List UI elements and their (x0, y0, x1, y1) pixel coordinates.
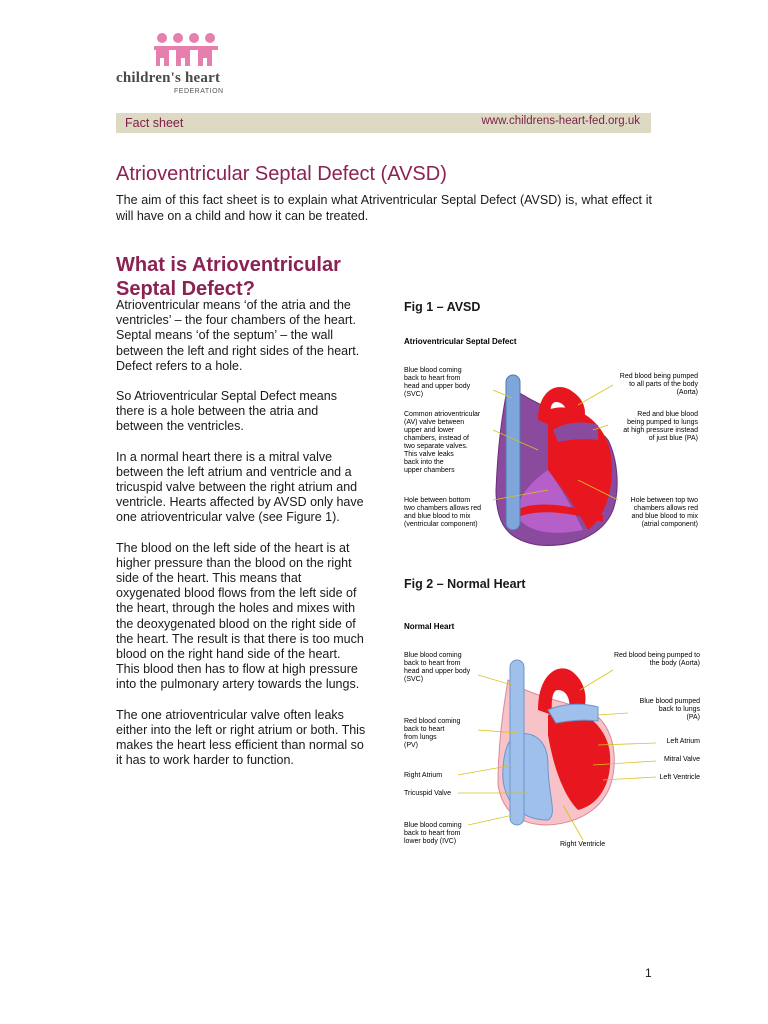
svg-text:Left Atrium: Left Atrium (666, 738, 700, 745)
svg-text:Blue blood pumpedback to lungs: Blue blood pumped back to lungs (PA) (639, 698, 700, 721)
svg-text:Left Ventricle: Left Ventricle (659, 774, 700, 781)
normal-right-labels (614, 652, 701, 781)
logo-subtitle: FEDERATION (174, 88, 224, 95)
svg-text:Blue blood comingback to heart: Blue blood coming back to heart from head and upper body (SVC) (404, 367, 471, 398)
svg-text:Right Atrium: Right Atrium (404, 772, 443, 779)
fact-sheet-label: Fact sheet (125, 116, 184, 130)
svg-text:Blue blood comingback to heart: Blue blood coming back to heart from lower body (IVC) (404, 822, 462, 845)
page-title: Atrioventricular Septal Defect (AVSD) (116, 163, 447, 185)
page-number: 1 (645, 966, 652, 980)
paragraph: The blood on the left side of the heart is at higher pressure than the blood on the right side of the heart. This means that oxygenated blood flows from the left side of the heart, through the holes and mixes with the deoxygenated blood on the right side of the heart. The result is that there is too much blood on the right hand side of the heart. This blood then has to flow at high pressure into the pulmonary artery towards the lungs. (116, 540, 364, 692)
fig1-caption: Fig 1 – AVSD (404, 300, 481, 314)
logo-wordmark: children's heart (116, 70, 221, 86)
paragraph: So Atrioventricular Septal Defect means there is a hole between the atria and between the ventricles. (116, 389, 337, 434)
svg-text:Tricuspid Valve: Tricuspid Valve (404, 790, 452, 797)
svg-text:Red blood being pumped tothe b: Red blood being pumped to the body (Aorta) (613, 652, 700, 667)
svg-text:Red and blue bloodbeing pumped: Red and blue blood being pumped to lungs at high pressure instead of just blue (PA) (623, 411, 698, 442)
paragraph: The one atrioventricular valve often leaks either into the left or right atrium or both. This makes the heart less efficient than normal so it has to work harder to function. (116, 707, 366, 768)
fig2-caption: Fig 2 – Normal Heart (404, 577, 526, 591)
normal-heart-diagram (398, 615, 708, 855)
website-link[interactable]: www.childrens-heart-fed.org.uk (481, 115, 640, 127)
right-ventricle-label: Right Ventricle (560, 841, 606, 848)
normal-left-labels (404, 652, 471, 845)
section-heading: What is Atrioventricular Septal Defect? (116, 254, 341, 300)
svg-text:Red blood comingback to heartf: Red blood coming back to heart from lungs (PV) (404, 718, 461, 749)
paragraph: In a normal heart there is a mitral valve between the left atrium and ventricle and a tricuspid valve between the right atrium and ventricle. Hearts affected by AVSD only have one atrioventricular valve (see Figure 1). (116, 449, 364, 525)
intro-paragraph: The aim of this fact sheet is to explain what Atriventricular Septal Defect (AVSD) is, what effect it will have on a child and how it can be treated. (116, 193, 652, 223)
svg-text:Hole between top twochambers a: Hole between top two chambers allows red and blue blood to mix (atrial component) (630, 497, 698, 528)
svg-text:Common atrioventricular(AV) va: Common atrioventricular (AV) valve between upper and lower chambers, instead of two separate valves. This valve leaks back into the upper chambers (404, 411, 481, 474)
avsd-left-labels (404, 367, 481, 528)
logo-figures-icon (152, 32, 224, 68)
avsd-diagram-title: Atrioventricular Septal Defect (404, 337, 517, 346)
svg-text:Mitral Valve: Mitral Valve (663, 756, 700, 763)
avsd-right-labels (620, 373, 699, 528)
paragraph: Septal means ‘of the septum’ – the wall between the left and right sides of the heart. (116, 328, 360, 358)
avsd-diagram (398, 330, 708, 560)
svg-text:Hole between bottomtwo chamber: Hole between bottom two chambers allows red and blue blood to mix (ventricular component) (404, 497, 482, 528)
svg-text:Red blood being pumpedto all p: Red blood being pumped to all parts of the body (Aorta) (619, 373, 698, 396)
body-text (116, 298, 366, 783)
paragraph: Defect refers to a hole. (116, 358, 243, 373)
normal-heart-diagram-title: Normal Heart (404, 622, 455, 631)
paragraph: Atrioventricular means ‘of the atria and the ventricles’ – the four chambers of the heart. (116, 298, 356, 328)
svg-text:Blue blood comingback to heart: Blue blood coming back to heart from head and upper body (SVC) (404, 652, 471, 683)
